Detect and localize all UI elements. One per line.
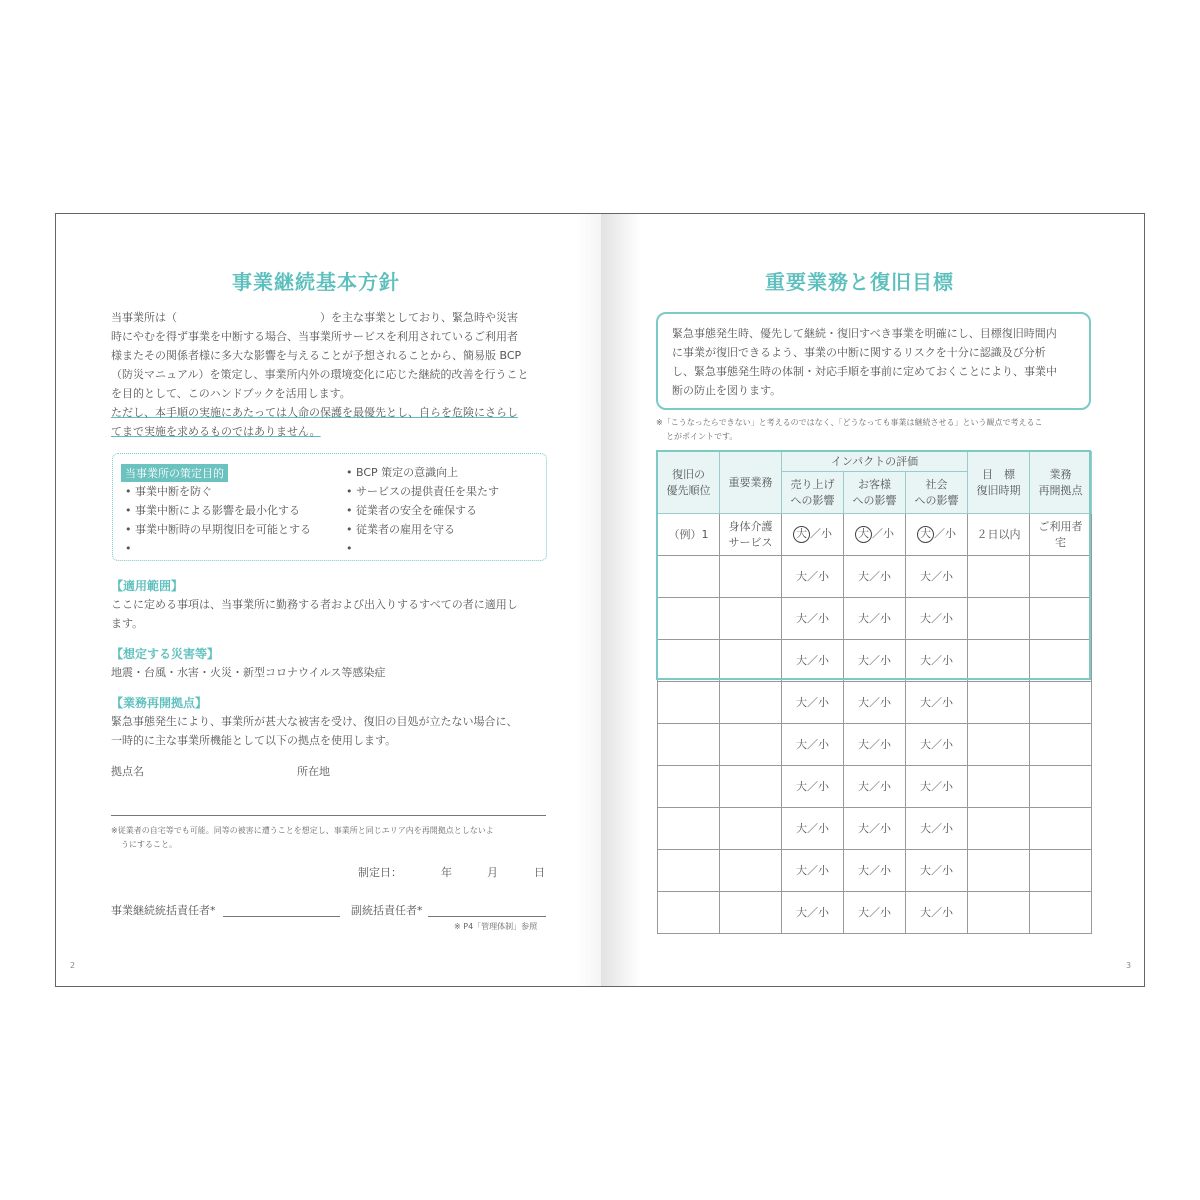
- policy-box: [656, 312, 1091, 410]
- table-row: [658, 598, 1092, 640]
- table-row: [658, 556, 1092, 598]
- entry-cell[interactable]: [968, 598, 1030, 640]
- caution-line: ただし、本手順の実施にあたっては人命の保護を最優先とし、自らを危険にさらし: [111, 406, 518, 419]
- purpose-item: • 事業中断時の早期復旧を可能とする: [125, 520, 311, 539]
- entry-cell[interactable]: [658, 682, 720, 724]
- entry-cell[interactable]: [658, 640, 720, 682]
- purpose-item: • サービスの提供責任を果たす: [346, 482, 499, 501]
- impact-cell[interactable]: 大／小: [906, 682, 968, 724]
- purpose-item: • 事業中断を防ぐ: [125, 482, 311, 501]
- entry-cell[interactable]: [968, 556, 1030, 598]
- month-label: 月: [487, 866, 498, 879]
- base-text: [111, 712, 518, 750]
- impact-cell[interactable]: 大／小: [844, 598, 906, 640]
- policy-line: 緊急事態発生時、優先して継続・復旧すべき事業を明確にし、目標復旧時間内: [672, 327, 1057, 340]
- note-line: うにすること。: [121, 840, 177, 849]
- header-society: 社会 への影響: [906, 472, 968, 514]
- impact-cell[interactable]: 大／小: [844, 724, 906, 766]
- entry-cell[interactable]: [658, 724, 720, 766]
- small-option: ／小: [810, 527, 832, 540]
- impact-cell[interactable]: 大／小: [782, 682, 844, 724]
- impact-cell[interactable]: 大／小: [782, 724, 844, 766]
- example-priority: （例）1: [658, 514, 720, 556]
- purpose-item: [346, 539, 499, 558]
- manager-label: 事業継続統括責任者*: [111, 904, 216, 917]
- intro-paragraph: [111, 308, 529, 441]
- intro-line: 時にやむを得ず事業を中断する場合、当事業所サービスを利用されているご利用者: [111, 330, 518, 343]
- entry-cell[interactable]: [658, 598, 720, 640]
- impact-cell[interactable]: 大／小: [906, 556, 968, 598]
- entry-cell[interactable]: [1030, 598, 1092, 640]
- base-location-label: 所在地: [297, 765, 330, 778]
- entry-cell[interactable]: [1030, 808, 1092, 850]
- booklet-spread: [55, 213, 1145, 987]
- entry-cell[interactable]: [658, 850, 720, 892]
- manager-entry-line[interactable]: [223, 916, 340, 917]
- base-name-label: 拠点名: [111, 765, 144, 778]
- policy-line: 断の防止を図ります。: [672, 384, 782, 397]
- impact-cell[interactable]: 大／小: [906, 598, 968, 640]
- entry-cell[interactable]: [1030, 892, 1092, 934]
- entry-cell[interactable]: [968, 682, 1030, 724]
- entry-cell[interactable]: [658, 766, 720, 808]
- entry-cell[interactable]: [1030, 766, 1092, 808]
- table-row: [658, 892, 1092, 934]
- entry-cell[interactable]: [1030, 640, 1092, 682]
- header-base: 業務 再開拠点: [1030, 452, 1092, 514]
- note-line: ※従業者の自宅等でも可能。同等の被害に遭うことを想定し、事業所と同じエリア内を再開拠点としないよ: [111, 826, 494, 835]
- entry-cell[interactable]: [720, 640, 782, 682]
- entry-cell[interactable]: [968, 640, 1030, 682]
- impact-cell[interactable]: 大／小: [782, 892, 844, 934]
- left-page-title: 事業継続基本方針: [232, 270, 400, 294]
- purpose-box: [112, 453, 547, 561]
- impact-cell[interactable]: 大／小: [782, 598, 844, 640]
- base-entry-line[interactable]: [111, 815, 546, 816]
- scope-line: ここに定める事項は、当事業所に勤務する者および出入りするすべての者に適用し: [111, 598, 518, 611]
- impact-cell[interactable]: 大／小: [906, 640, 968, 682]
- purpose-item: • BCP 策定の意識向上: [346, 463, 499, 482]
- table-row: [658, 724, 1092, 766]
- base-note: [111, 824, 551, 852]
- small-option: ／小: [934, 527, 956, 540]
- scope-line: ます。: [111, 617, 144, 630]
- purpose-item: • 従業者の安全を確保する: [346, 501, 499, 520]
- note-line: とがポイントです。: [666, 432, 738, 441]
- purpose-list-right: [346, 463, 499, 558]
- entry-cell[interactable]: [720, 598, 782, 640]
- purpose-item: • 従業者の雇用を守る: [346, 520, 499, 539]
- impact-cell[interactable]: 大／小: [844, 682, 906, 724]
- entry-cell[interactable]: [658, 556, 720, 598]
- impact-cell[interactable]: 大／小: [844, 808, 906, 850]
- impact-cell[interactable]: 大／小: [844, 556, 906, 598]
- intro-line: （防災マニュアル）を策定し、事業所内外の環境変化に応じた継続的改善を行うこと: [111, 368, 529, 381]
- vice-manager-entry-line[interactable]: [428, 916, 546, 917]
- small-option: ／小: [872, 527, 894, 540]
- recovery-table: [657, 451, 1092, 934]
- entry-cell[interactable]: [968, 766, 1030, 808]
- header-business: 重要業務: [720, 452, 782, 514]
- year-label: 年: [441, 866, 452, 879]
- entry-cell[interactable]: [720, 766, 782, 808]
- entry-cell[interactable]: [720, 556, 782, 598]
- impact-cell[interactable]: 大／小: [844, 892, 906, 934]
- entry-cell[interactable]: [720, 808, 782, 850]
- table-row: [658, 640, 1092, 682]
- impact-cell[interactable]: 大／小: [844, 640, 906, 682]
- date-label: 制定日：: [358, 866, 402, 879]
- intro-line: 様またその関係者様に多大な影響を与えることが予想されることから、簡易版 BCP: [111, 349, 522, 362]
- circled-big: 大: [917, 526, 934, 543]
- impact-cell[interactable]: 大／小: [906, 850, 968, 892]
- policy-line: に事業が復旧できるよう、事業の中断に関するリスクを十分に認識及び分析: [672, 346, 1046, 359]
- scope-heading: 【適用範囲】: [111, 579, 184, 593]
- example-society: [906, 514, 968, 556]
- impact-cell[interactable]: 大／小: [906, 724, 968, 766]
- entry-cell[interactable]: [720, 682, 782, 724]
- table-row: [658, 850, 1092, 892]
- example-row: [658, 514, 1092, 556]
- example-sales: [782, 514, 844, 556]
- base-line: 緊急事態発生により、事業所が甚大な被害を受け、復旧の目処が立たない場合に、: [111, 715, 518, 728]
- impact-cell[interactable]: 大／小: [782, 850, 844, 892]
- entry-cell[interactable]: [1030, 724, 1092, 766]
- table-row: [658, 766, 1092, 808]
- example-business: 身体介護 サービス: [720, 514, 782, 556]
- table-row: [658, 682, 1092, 724]
- base-heading: 【業務再開拠点】: [111, 696, 208, 710]
- impact-cell[interactable]: 大／小: [906, 808, 968, 850]
- entry-cell[interactable]: [968, 724, 1030, 766]
- entry-cell[interactable]: [1030, 682, 1092, 724]
- disaster-text: 地震・台風・水害・火災・新型コロナウイルス等感染症: [111, 666, 386, 679]
- entry-cell[interactable]: [1030, 556, 1092, 598]
- caution-line: てまで実施を求めるものではありません。: [111, 425, 321, 438]
- impact-cell[interactable]: 大／小: [782, 766, 844, 808]
- entry-cell[interactable]: [658, 808, 720, 850]
- intro-line: を目的として、このハンドブックを活用します。: [111, 387, 351, 400]
- entry-cell[interactable]: [720, 724, 782, 766]
- entry-cell[interactable]: [1030, 850, 1092, 892]
- reference-note: ※ P4「管理体制」参照: [454, 922, 538, 931]
- example-customer: [844, 514, 906, 556]
- entry-cell[interactable]: [968, 892, 1030, 934]
- purpose-label: 当事業所の策定目的: [121, 464, 228, 482]
- disaster-heading: 【想定する災害等】: [111, 647, 220, 661]
- entry-cell[interactable]: [658, 892, 720, 934]
- page-number-right: 3: [1126, 961, 1132, 970]
- impact-cell[interactable]: 大／小: [782, 556, 844, 598]
- header-customer: お客様 への影響: [844, 472, 906, 514]
- header-target: 目 標 復旧時期: [968, 452, 1030, 514]
- policy-line: し、緊急事態発生時の体制・対応手順を事前に定めておくことにより、事業中: [672, 365, 1057, 378]
- right-page-title: 重要業務と復旧目標: [765, 270, 954, 294]
- day-label: 日: [534, 866, 545, 879]
- header-impact: インパクトの評価: [782, 452, 968, 472]
- impact-cell[interactable]: 大／小: [906, 766, 968, 808]
- entry-cell[interactable]: [968, 808, 1030, 850]
- purpose-item: • 事業中断による影響を最小化する: [125, 501, 311, 520]
- entry-cell[interactable]: [720, 850, 782, 892]
- entry-cell[interactable]: [720, 892, 782, 934]
- page-number-left: 2: [70, 961, 76, 970]
- scope-text: [111, 595, 518, 633]
- purpose-item: [125, 539, 311, 558]
- impact-cell[interactable]: 大／小: [782, 640, 844, 682]
- entry-cell[interactable]: [968, 850, 1030, 892]
- table-row: [658, 808, 1092, 850]
- intro-line: 当事業所は（ ）を主な事業としており、緊急時や災害: [111, 311, 518, 324]
- impact-cell[interactable]: 大／小: [906, 892, 968, 934]
- vice-manager-label: 副統括責任者*: [351, 904, 423, 917]
- header-priority: 復旧の 優先順位: [658, 452, 720, 514]
- circled-big: 大: [855, 526, 872, 543]
- impact-cell[interactable]: 大／小: [782, 808, 844, 850]
- circled-big: 大: [793, 526, 810, 543]
- impact-cell[interactable]: 大／小: [844, 850, 906, 892]
- point-note: [656, 416, 1096, 444]
- header-sales: 売り上げ への影響: [782, 472, 844, 514]
- spine-shadow-right: [601, 214, 641, 986]
- base-line: 一時的に主な事業所機能として以下の拠点を使用します。: [111, 734, 397, 747]
- impact-cell[interactable]: 大／小: [844, 766, 906, 808]
- example-base: ご利用者 宅: [1030, 514, 1092, 556]
- purpose-list-left: [125, 482, 311, 558]
- example-target: ２日以内: [968, 514, 1030, 556]
- note-line: ※「こうなったらできない」と考えるのではなく、「どうなっても事業は継続させる」という観点で考えるこ: [656, 418, 1043, 427]
